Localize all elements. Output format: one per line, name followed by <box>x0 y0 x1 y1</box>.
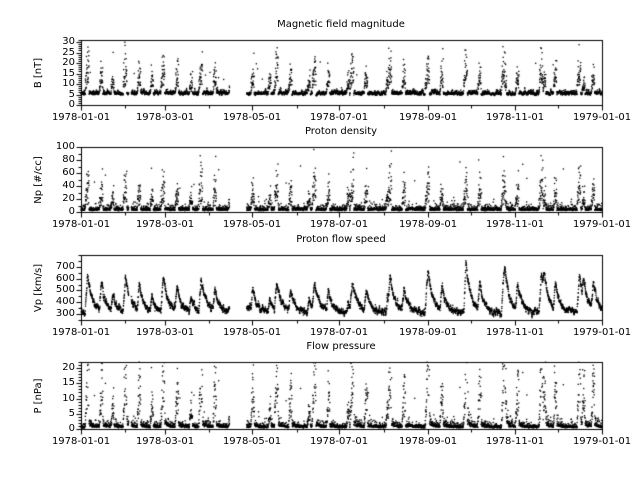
x-tick-label: 1978-05-01 <box>222 327 282 338</box>
x-tick-label: 1978-11-01 <box>485 436 545 447</box>
y-tick-label: 15 <box>62 68 75 79</box>
x-tick-label: 1978-03-01 <box>135 112 195 123</box>
y-tick-label: 0 <box>68 99 75 110</box>
x-tick-label: 1978-07-01 <box>309 327 369 338</box>
y-tick-label: 30 <box>62 36 75 47</box>
y-axis-label: P [nPa] <box>33 377 44 414</box>
y-tick-label: 700 <box>55 261 75 272</box>
x-tick-label: 1978-09-01 <box>398 327 458 338</box>
y-tick-label: 10 <box>62 78 75 89</box>
x-tick-label: 1978-07-01 <box>309 219 369 230</box>
x-tick-label: 1978-07-01 <box>309 436 369 447</box>
x-tick-label: 1979-01-01 <box>572 112 632 123</box>
y-tick-label: 80 <box>62 154 75 165</box>
y-axis-label: Vp [km/s] <box>33 263 44 312</box>
y-tick-label: 500 <box>55 284 75 295</box>
panel-title: Magnetic field magnitude <box>277 19 405 30</box>
x-tick-label: 1979-01-01 <box>572 219 632 230</box>
x-tick-label: 1978-03-01 <box>135 436 195 447</box>
x-tick-label: 1978-11-01 <box>485 327 545 338</box>
x-tick-label: 1978-01-01 <box>51 112 111 123</box>
y-tick-label: 300 <box>55 308 75 319</box>
x-tick-label: 1978-05-01 <box>222 112 282 123</box>
y-tick-label: 40 <box>62 180 75 191</box>
panel-title: Flow pressure <box>306 341 376 352</box>
y-tick-label: 400 <box>55 296 75 307</box>
y-tick-label: 600 <box>55 273 75 284</box>
x-tick-label: 1978-01-01 <box>51 436 111 447</box>
y-tick-label: 0 <box>68 423 75 434</box>
y-tick-label: 20 <box>62 57 75 68</box>
x-tick-label: 1978-07-01 <box>309 112 369 123</box>
panel-title: Proton flow speed <box>296 234 386 245</box>
panel-title: Proton density <box>304 126 378 137</box>
x-tick-label: 1978-09-01 <box>398 436 458 447</box>
x-tick-label: 1979-01-01 <box>572 327 632 338</box>
y-tick-label: 20 <box>62 193 75 204</box>
y-tick-label: 15 <box>62 377 75 388</box>
y-tick-label: 5 <box>68 408 75 419</box>
x-tick-label: 1978-03-01 <box>135 219 195 230</box>
y-axis-label: Np [#/cc] <box>33 155 44 204</box>
x-tick-label: 1978-11-01 <box>485 219 545 230</box>
y-tick-label: 25 <box>62 47 75 58</box>
y-tick-label: 100 <box>55 141 75 152</box>
x-tick-label: 1978-09-01 <box>398 219 458 230</box>
x-tick-label: 1978-01-01 <box>51 219 111 230</box>
x-tick-label: 1978-01-01 <box>51 327 111 338</box>
y-tick-label: 0 <box>68 206 75 217</box>
x-tick-label: 1978-09-01 <box>398 112 458 123</box>
x-tick-label: 1978-03-01 <box>135 327 195 338</box>
y-tick-label: 10 <box>62 393 75 404</box>
y-axis-label: B [nT] <box>33 57 44 88</box>
y-tick-label: 20 <box>62 362 75 373</box>
x-tick-label: 1979-01-01 <box>572 436 632 447</box>
x-tick-label: 1978-05-01 <box>222 219 282 230</box>
x-tick-label: 1978-11-01 <box>485 112 545 123</box>
y-tick-label: 5 <box>68 89 75 100</box>
x-tick-label: 1978-05-01 <box>222 436 282 447</box>
y-tick-label: 60 <box>62 167 75 178</box>
